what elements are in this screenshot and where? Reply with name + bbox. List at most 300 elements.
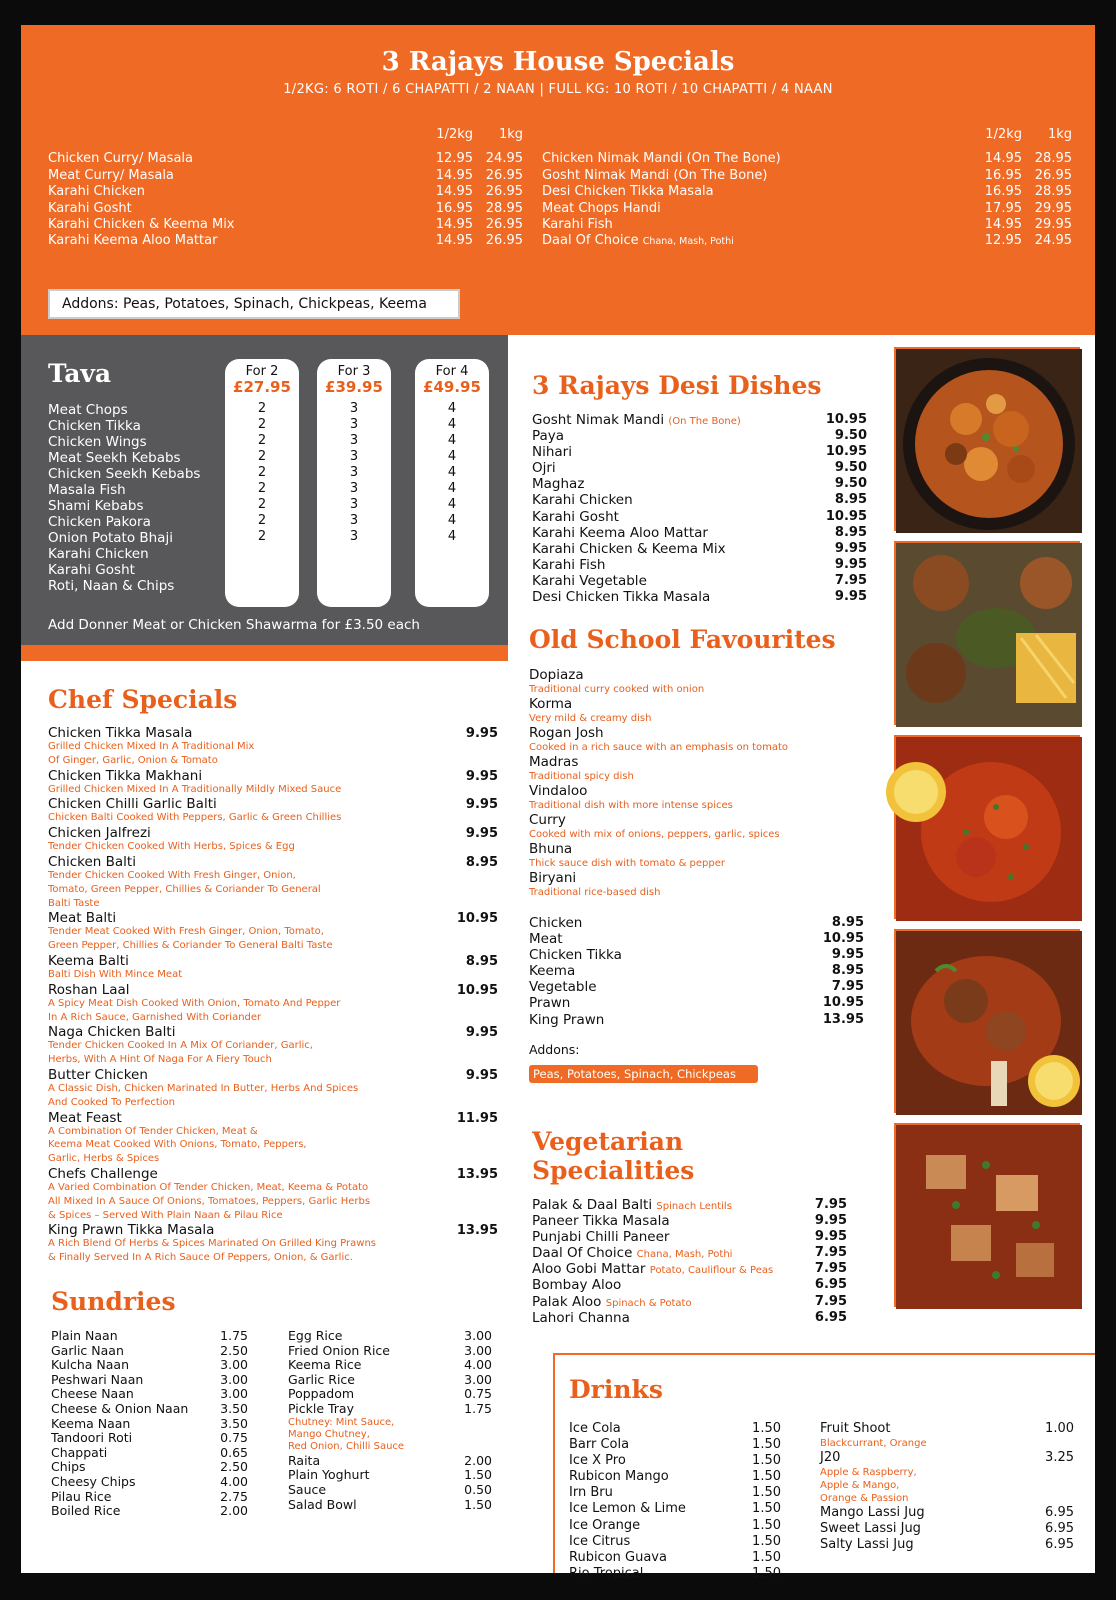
item-label: Keema xyxy=(529,963,576,980)
chutney-note: Chutney: Mint Sauce, xyxy=(288,1416,395,1428)
tava-title: Tava xyxy=(48,359,112,388)
item-note: Spinach Lentils xyxy=(656,1201,732,1212)
dish-description: A Combination Of Tender Chicken, Meat & xyxy=(48,1125,258,1137)
curry-style xyxy=(529,842,864,870)
tava-count: 2 xyxy=(257,449,267,464)
dish-price: 9.95 xyxy=(465,826,498,842)
item-name: Plain Yoghurt xyxy=(288,1467,370,1483)
chef-special-item xyxy=(48,797,498,825)
item-price: 8.95 xyxy=(831,963,864,979)
menu-row xyxy=(569,1518,781,1534)
full-kg-price: 28.95 xyxy=(1034,184,1072,200)
dish-description: Tender Chicken Cooked In A Mix Of Coriander, Garlic, xyxy=(48,1040,313,1052)
item-name xyxy=(542,233,972,249)
tava-price-column xyxy=(415,359,489,607)
half-kg-header: 1/2kg xyxy=(436,127,473,142)
item-name: Raita xyxy=(288,1452,321,1468)
half-kg-header: 1/2kg xyxy=(985,127,1022,142)
dish-price: 9.95 xyxy=(465,797,498,813)
item-price: 4.00 xyxy=(464,1357,492,1373)
item-price: 10.95 xyxy=(825,444,867,460)
curry-style xyxy=(529,813,864,841)
item-name xyxy=(48,233,423,249)
chef-special-item xyxy=(48,1111,498,1166)
curry-style xyxy=(529,755,864,783)
item-name: Ice Lemon & Lime xyxy=(569,1501,686,1517)
dish-description: Garlic, Herbs & Spices xyxy=(48,1153,160,1165)
tava-count: 2 xyxy=(257,433,267,448)
sundries-left-list xyxy=(51,1329,248,1519)
vegetarian-section xyxy=(532,1127,847,1326)
half-kg-price: 14.95 xyxy=(435,167,473,183)
menu-row xyxy=(51,1344,248,1359)
half-kg-price: 14.95 xyxy=(435,216,473,232)
item-price: 9.95 xyxy=(814,1229,847,1245)
tava-count: 2 xyxy=(257,481,267,496)
half-kg-price: 16.95 xyxy=(984,184,1022,200)
menu-row xyxy=(529,915,864,931)
dish-description: In A Rich Sauce, Garnished With Coriander xyxy=(48,1011,262,1023)
chef-special-item xyxy=(48,1167,498,1222)
item-name: Keema Naan xyxy=(51,1415,131,1431)
tava-count: 4 xyxy=(447,465,457,480)
menu-row xyxy=(529,947,864,963)
menu-row xyxy=(532,541,867,557)
dish-description: Tender Chicken Cooked With Fresh Ginger, Onion, xyxy=(48,869,296,881)
full-kg-price: 26.95 xyxy=(1034,167,1072,183)
menu-row xyxy=(51,1446,248,1461)
chutney-note: Mango Chutney, xyxy=(288,1428,370,1440)
tava-footer-note: Add Donner Meat or Chicken Shawarma for £3.50 each xyxy=(48,617,420,633)
item-price: 2.00 xyxy=(220,1503,248,1519)
menu-row xyxy=(48,184,523,200)
old-school-section xyxy=(529,625,864,1083)
item-name xyxy=(532,573,817,589)
dish-description: Grilled Chicken Mixed In A Traditionally Mildly Mixed Sauce xyxy=(48,783,342,795)
desi-dishes-section xyxy=(532,371,867,605)
dish-description: Chicken Balti Cooked With Peppers, Garlic & Green Chillies xyxy=(48,812,342,824)
item-label: Lahori Channa xyxy=(532,1309,630,1326)
menu-row xyxy=(51,1387,248,1402)
item-label: Palak & Daal Balti xyxy=(532,1197,653,1213)
item-label: Karahi Chicken & Keema Mix xyxy=(48,216,235,232)
curry-style xyxy=(529,871,864,899)
item-price: 3.00 xyxy=(220,1371,248,1387)
menu-row xyxy=(569,1534,781,1550)
item-name: Ice Orange xyxy=(569,1517,641,1533)
tava-section xyxy=(21,335,508,645)
item-price: 1.50 xyxy=(752,1437,781,1453)
item-label: Karahi Fish xyxy=(542,216,613,232)
style-name: Dopiaza xyxy=(529,667,584,683)
style-name: Bhuna xyxy=(529,841,573,857)
item-note: Chana, Mash, Pothi xyxy=(636,1249,733,1261)
item-name: Chappati xyxy=(51,1444,108,1460)
dish-price: 10.95 xyxy=(456,911,498,927)
tava-item: Chicken Seekh Kebabs xyxy=(48,466,201,482)
menu-row xyxy=(532,412,867,428)
item-name xyxy=(532,589,817,605)
house-addons: Addons: Peas, Potatoes, Spinach, Chickpeas, Keema xyxy=(48,289,460,319)
tava-count: 2 xyxy=(257,529,267,544)
dish-price: 9.95 xyxy=(465,1067,498,1083)
tava-item: Karahi Chicken xyxy=(48,546,149,562)
dish-description: Tender Meat Cooked With Fresh Ginger, Onion, Tomato, xyxy=(48,926,324,938)
item-label: Karahi Chicken & Keema Mix xyxy=(532,540,726,557)
item-price: 3.50 xyxy=(220,1400,248,1416)
full-kg-price: 28.95 xyxy=(485,200,523,216)
tava-count: 4 xyxy=(447,433,457,448)
item-price: 9.50 xyxy=(834,460,867,476)
item-name: Garlic Naan xyxy=(51,1342,124,1358)
dish-name: Butter Chicken xyxy=(48,1066,148,1083)
item-label: Vegetable xyxy=(529,979,597,996)
half-kg-price: 14.95 xyxy=(435,233,473,249)
tava-column-price: £39.95 xyxy=(325,378,383,396)
style-description: Thick sauce dish with tomato & pepper xyxy=(529,858,726,869)
vegetarian-title: Vegetarian Specialities xyxy=(532,1127,695,1185)
full-kg-header: 1kg xyxy=(498,127,523,142)
item-name xyxy=(532,1213,797,1229)
style-description: Traditional curry cooked with onion xyxy=(529,684,705,695)
menu-row xyxy=(569,1469,781,1485)
item-name xyxy=(532,1310,797,1326)
tava-count: 4 xyxy=(447,417,457,432)
dish-description: & Spices – Served With Plain Naan & Pilau Rice xyxy=(48,1209,283,1221)
tava-count: 4 xyxy=(447,401,457,416)
tava-item: Meat Seekh Kebabs xyxy=(48,450,181,466)
dish-description: Tomato, Green Pepper, Chillies & Coriander To General xyxy=(48,883,321,895)
tava-count: 3 xyxy=(349,417,359,432)
item-price: 4.00 xyxy=(220,1473,248,1489)
item-price: 2.75 xyxy=(220,1488,248,1504)
menu-row xyxy=(48,233,523,249)
item-note: (On The Bone) xyxy=(668,416,741,427)
tava-item: Chicken Pakora xyxy=(48,514,151,530)
tava-count: 2 xyxy=(257,513,267,528)
menu-row xyxy=(288,1483,492,1498)
dish-description: Grilled Chicken Mixed In A Traditional Mix xyxy=(48,741,255,752)
tava-count: 4 xyxy=(447,513,457,528)
half-kg-price: 12.95 xyxy=(984,233,1022,249)
full-kg-price: 26.95 xyxy=(485,167,523,183)
item-price: 3.50 xyxy=(220,1415,248,1431)
tava-item: Karahi Gosht xyxy=(48,562,135,578)
item-name: Ice Citrus xyxy=(569,1533,631,1549)
item-price: 9.95 xyxy=(831,947,864,963)
menu-row xyxy=(288,1454,492,1469)
item-name xyxy=(532,557,817,573)
tava-counts xyxy=(317,401,391,545)
tava-count: 3 xyxy=(349,465,359,480)
full-kg-price: 26.95 xyxy=(485,233,523,249)
item-price: 2.50 xyxy=(220,1459,248,1475)
style-name: Korma xyxy=(529,696,573,712)
item-note: Chana, Mash, Pothi xyxy=(642,236,734,248)
item-name xyxy=(529,915,814,931)
item-name: Salty Lassi Jug xyxy=(820,1537,914,1553)
item-price: 1.50 xyxy=(752,1421,781,1436)
item-label: Desi Chicken Tikka Masala xyxy=(532,589,711,606)
item-label: Chicken Curry/ Masala xyxy=(48,151,193,167)
half-kg-price: 16.95 xyxy=(984,167,1022,183)
item-price: 7.95 xyxy=(814,1293,847,1309)
dish-name: Chicken Tikka Masala xyxy=(48,725,193,741)
menu-row xyxy=(532,589,867,605)
menu-row xyxy=(51,1402,248,1417)
item-label: Chicken Nimak Mandi (On The Bone) xyxy=(542,151,781,167)
menu-row xyxy=(288,1498,492,1513)
menu-row xyxy=(529,931,864,947)
item-name xyxy=(532,444,817,460)
chutney-note: Red Onion, Chilli Sauce xyxy=(288,1441,405,1453)
dish-name: Chicken Tikka Makhani xyxy=(48,767,203,784)
right-column xyxy=(529,335,1095,1581)
item-price: 10.95 xyxy=(825,508,867,524)
tava-column-label: For 3 xyxy=(337,364,371,379)
item-name xyxy=(529,979,814,995)
tava-count: 3 xyxy=(349,529,359,544)
dish-price: 13.95 xyxy=(456,1223,498,1239)
item-name xyxy=(529,995,814,1011)
menu-row xyxy=(542,151,1072,167)
item-label: Meat Curry/ Masala xyxy=(48,167,174,183)
item-name xyxy=(529,1012,814,1028)
item-price: 6.95 xyxy=(1045,1505,1074,1521)
tava-item: Chicken Wings xyxy=(48,434,147,450)
dish-name: Chefs Challenge xyxy=(48,1165,158,1182)
menu-row xyxy=(542,233,1072,249)
old-school-addons: Peas, Potatoes, Spinach, Chickpeas xyxy=(529,1065,758,1083)
item-label: Paneer Tikka Masala xyxy=(532,1213,670,1230)
curry-style xyxy=(529,668,864,696)
item-name xyxy=(532,428,817,444)
menu-row xyxy=(532,509,867,525)
menu-row xyxy=(48,151,523,167)
item-price: 9.95 xyxy=(834,589,867,605)
tava-count: 2 xyxy=(257,417,267,432)
tava-counts xyxy=(225,401,299,545)
item-price: 0.65 xyxy=(220,1444,248,1460)
menu-row xyxy=(542,168,1072,184)
item-price: 6.95 xyxy=(1045,1521,1074,1537)
menu-row xyxy=(51,1358,248,1373)
item-price: 9.50 xyxy=(834,428,867,444)
item-label: Karahi Gosht xyxy=(532,508,619,525)
item-label: Chicken xyxy=(529,915,583,931)
tava-count: 3 xyxy=(349,481,359,496)
dish-price: 8.95 xyxy=(465,953,498,969)
item-name xyxy=(532,525,817,541)
item-price: 9.50 xyxy=(834,476,867,492)
item-name xyxy=(529,963,814,979)
tava-item: Roti, Naan & Chips xyxy=(48,578,175,594)
item-name: Rio Tropical xyxy=(569,1565,644,1581)
house-specials-left-list xyxy=(48,127,523,250)
item-name xyxy=(532,509,817,525)
item-price: 0.75 xyxy=(220,1430,248,1446)
tava-item-list xyxy=(48,402,200,594)
style-description: Traditional spicy dish xyxy=(529,771,634,782)
style-description: Traditional dish with more intense spices xyxy=(529,800,733,811)
item-name: Ice X Pro xyxy=(569,1453,626,1469)
item-price: 8.95 xyxy=(834,524,867,540)
dish-price: 8.95 xyxy=(465,854,498,870)
item-name xyxy=(542,201,972,217)
chef-special-item xyxy=(48,983,498,1025)
menu-row xyxy=(532,460,867,476)
chef-special-item xyxy=(48,954,498,982)
menu-row xyxy=(569,1437,781,1453)
item-price: 7.95 xyxy=(814,1245,847,1261)
menu-row xyxy=(532,1261,847,1277)
karahi-dish-photo xyxy=(894,347,1080,531)
half-kg-price: 14.95 xyxy=(435,184,473,200)
item-name xyxy=(48,217,423,233)
tava-count: 3 xyxy=(349,513,359,528)
menu-row xyxy=(569,1501,781,1517)
menu-row xyxy=(532,428,867,444)
tava-item: Onion Potato Bhaji xyxy=(48,530,173,546)
menu-row xyxy=(532,1310,847,1326)
tava-count: 2 xyxy=(257,497,267,512)
menu-row xyxy=(51,1490,248,1505)
portions-info: 1/2KG: 6 ROTI / 6 CHAPATTI / 2 NAAN | FULL KG: 10 ROTI / 10 CHAPATTI / 4 NAAN xyxy=(283,82,833,97)
style-name: Curry xyxy=(529,812,566,828)
item-price: 1.50 xyxy=(752,1533,781,1549)
menu-row xyxy=(532,573,867,589)
chef-special-item xyxy=(48,826,498,854)
style-name: Biryani xyxy=(529,870,577,886)
item-name: Cheese & Onion Naan xyxy=(51,1400,189,1416)
dish-description: Of Ginger, Garlic, Onion & Tomato xyxy=(48,754,218,766)
item-name xyxy=(532,1245,797,1261)
item-name: Cheese Naan xyxy=(51,1386,134,1402)
style-description: Cooked with mix of onions, peppers, garlic, spices xyxy=(529,829,780,840)
menu-row xyxy=(48,217,523,233)
tava-item: Meat Chops xyxy=(48,402,128,418)
sundries-title: Sundries xyxy=(51,1287,176,1316)
item-label: Bombay Aloo xyxy=(532,1277,622,1294)
dish-description: Tender Chicken Cooked With Herbs, Spices & Egg xyxy=(48,841,295,853)
item-name xyxy=(532,492,817,508)
dish-price: 10.95 xyxy=(456,982,498,998)
drinks-title: Drinks xyxy=(569,1375,663,1404)
menu-row xyxy=(542,217,1072,233)
tava-column-price: £27.95 xyxy=(233,378,291,396)
dish-description: Herbs, With A Hint Of Naga For A Fiery Touch xyxy=(48,1054,272,1066)
item-name xyxy=(532,476,817,492)
item-label: Desi Chicken Tikka Masala xyxy=(542,184,714,200)
item-price: 1.50 xyxy=(464,1496,492,1512)
menu-row xyxy=(532,1294,847,1310)
dish-price: 11.95 xyxy=(456,1110,498,1126)
item-price: 7.95 xyxy=(814,1197,847,1212)
item-price: 3.00 xyxy=(220,1357,248,1373)
chef-special-item xyxy=(48,769,498,797)
item-name xyxy=(532,412,817,428)
drinks-left-list xyxy=(569,1421,781,1582)
menu-row xyxy=(532,1229,847,1245)
chef-special-item xyxy=(48,911,498,953)
full-kg-header: 1kg xyxy=(1047,127,1072,142)
dish-description: And Cooked To Perfection xyxy=(48,1096,176,1108)
full-kg-price: 24.95 xyxy=(485,151,523,167)
item-name: Sauce xyxy=(288,1481,327,1497)
dish-description: Balti Dish With Mince Meat xyxy=(48,968,183,980)
menu-row xyxy=(532,1277,847,1293)
item-name xyxy=(532,541,817,557)
paneer-curry-photo xyxy=(894,1123,1080,1307)
menu-row xyxy=(569,1550,781,1566)
item-name: Chips xyxy=(51,1459,86,1475)
chef-special-item xyxy=(48,1025,498,1067)
dish-description: A Classic Dish, Chicken Marinated In Butter, Herbs And Spices xyxy=(48,1082,359,1094)
item-price: 3.00 xyxy=(464,1371,492,1387)
item-price: 6.95 xyxy=(1045,1537,1074,1553)
menu-row xyxy=(569,1453,781,1469)
chef-special-item xyxy=(48,1068,498,1110)
tava-item: Shami Kebabs xyxy=(48,498,144,514)
item-price: 1.75 xyxy=(464,1400,492,1416)
old-school-addons-label: Addons: xyxy=(529,1041,580,1057)
menu-row xyxy=(51,1373,248,1388)
drinks-section xyxy=(553,1353,1095,1581)
tava-count: 4 xyxy=(447,481,457,496)
tava-column-price: £49.95 xyxy=(423,378,481,396)
item-name: Ice Cola xyxy=(569,1421,621,1436)
menu-row xyxy=(529,963,864,979)
item-price: 9.95 xyxy=(814,1213,847,1229)
menu-row xyxy=(288,1387,492,1402)
item-label: Karahi Chicken xyxy=(48,184,145,200)
item-label: Ojri xyxy=(532,460,556,477)
tava-count: 4 xyxy=(447,497,457,512)
item-label: Punjabi Chilli Paneer xyxy=(532,1229,670,1246)
item-label: Aloo Gobi Mattar xyxy=(532,1261,646,1278)
menu-row xyxy=(820,1537,1074,1553)
item-name xyxy=(532,1261,797,1277)
item-name: Irn Bru xyxy=(569,1485,613,1501)
chef-special-item xyxy=(48,855,498,910)
item-label: Karahi Keema Aloo Mattar xyxy=(532,524,708,541)
item-name xyxy=(48,168,423,184)
curry-style xyxy=(529,784,864,812)
item-price: 7.95 xyxy=(834,572,867,588)
style-description: Very mild & creamy dish xyxy=(529,713,652,724)
item-name xyxy=(532,1197,797,1213)
style-name: Rogan Josh xyxy=(529,725,604,741)
tava-count: 2 xyxy=(257,465,267,480)
menu-page xyxy=(21,25,1095,1581)
item-name: Salad Bowl xyxy=(288,1496,357,1512)
full-kg-price: 26.95 xyxy=(485,216,523,232)
menu-row xyxy=(529,995,864,1011)
style-description: Cooked in a rich sauce with an emphasis on tomato xyxy=(529,742,789,753)
item-price: 0.50 xyxy=(464,1481,492,1497)
sundries-right-list xyxy=(288,1329,492,1512)
dish-name: Naga Chicken Balti xyxy=(48,1024,176,1041)
item-name: Boiled Rice xyxy=(51,1503,121,1519)
dish-description: All Mixed In A Sauce Of Onions, Tomatoes, Peppers, Garlic Herbs xyxy=(48,1195,371,1207)
menu-row xyxy=(532,1245,847,1261)
menu-row xyxy=(288,1468,492,1483)
item-name: Kulcha Naan xyxy=(51,1357,129,1373)
item-note: Spinach & Potato xyxy=(605,1297,692,1309)
half-kg-price: 14.95 xyxy=(984,216,1022,232)
dish-description: A Rich Blend Of Herbs & Spices Marinated On Grilled King Prawns xyxy=(48,1238,376,1250)
food-photos xyxy=(894,347,1080,1317)
